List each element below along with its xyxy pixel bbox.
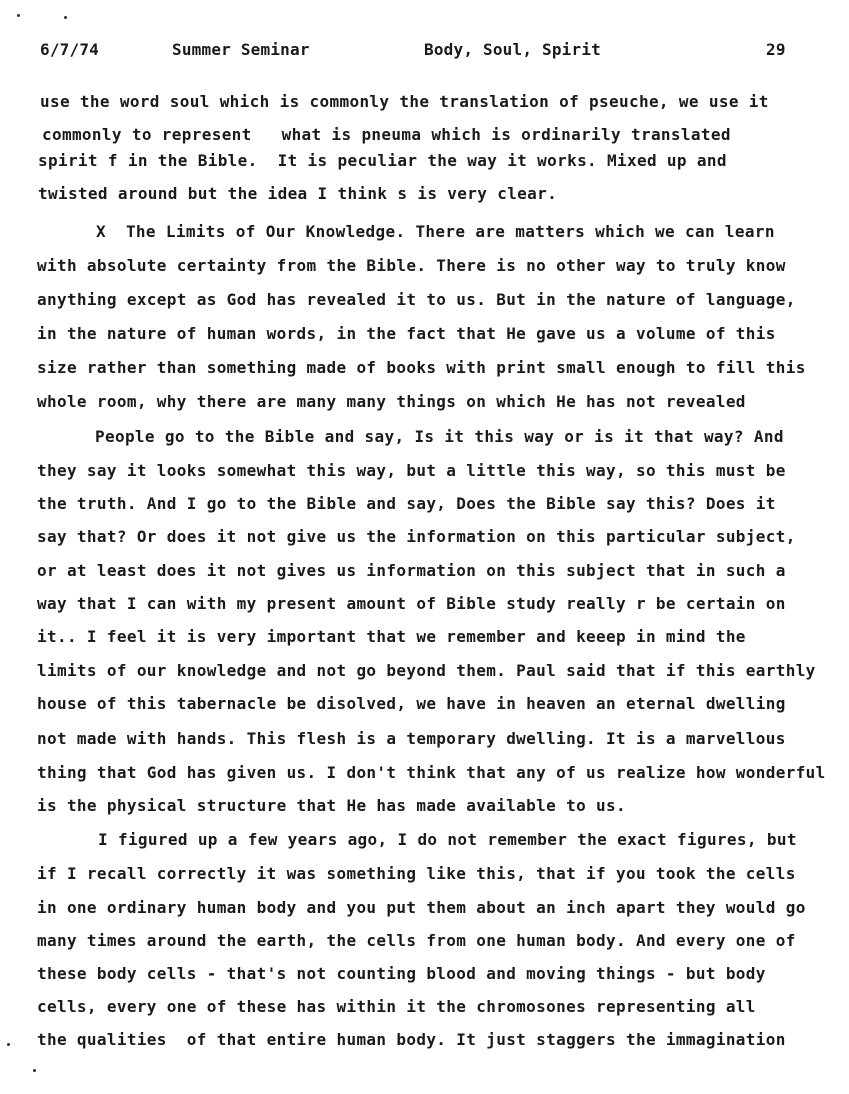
text-line: commonly to represent what is pneuma which is ordinarily translated [42,125,731,144]
paper-speck [7,1043,10,1046]
text-line: in one ordinary human body and you put them about an inch apart they would go [37,898,806,917]
text-line: they say it looks somewhat this way, but a little this way, so this must be [37,461,786,480]
text-line: with absolute certainty from the Bible. There is no other way to truly know [37,256,786,275]
text-line: People go to the Bible and say, Is it this way or is it that way? And [95,427,784,446]
text-line: thing that God has given us. I don't think that any of us realize how wonderful [37,763,826,782]
text-line: if I recall correctly it was something like this, that if you took the cells [37,864,796,883]
text-line: these body cells - that's not counting blood and moving things - but body [37,964,766,983]
text-line: way that I can with my present amount of Bible study really r be certain on [37,594,786,613]
text-line: whole room, why there are many many things on which He has not revealed [37,392,746,411]
text-line: use the word soul which is commonly the translation of pseuche, we use it [40,92,769,111]
text-line: anything except as God has revealed it to us. But in the nature of language, [37,290,796,309]
text-line: in the nature of human words, in the fact that He gave us a volume of this [37,324,776,343]
text-line: the qualities of that entire human body. It just staggers the immagination [37,1030,786,1049]
paper-speck [33,1069,36,1072]
text-line: house of this tabernacle be disolved, we have in heaven an eternal dwelling [37,694,786,713]
paper-speck [17,14,20,17]
text-line: spirit f in the Bible. It is peculiar the way it works. Mixed up and [38,151,727,170]
paper-speck [64,16,67,19]
text-line: is the physical structure that He has made available to us. [37,796,626,815]
text-line: I figured up a few years ago, I do not remember the exact figures, but [98,830,797,849]
text-line: cells, every one of these has within it the chromosones representing all [37,997,756,1016]
header-seminar-title: Summer Seminar [172,40,310,59]
header-topic: Body, Soul, Spirit [424,40,601,59]
page-header [0,40,849,64]
text-line: not made with hands. This flesh is a temporary dwelling. It is a marvellous [37,729,786,748]
text-line: X The Limits of Our Knowledge. There are matters which we can learn [96,222,775,241]
text-line: it.. I feel it is very important that we remember and keeep in mind the [37,627,746,646]
text-line: the truth. And I go to the Bible and say, Does the Bible say this? Does it [37,494,776,513]
text-line: size rather than something made of books with print small enough to fill this [37,358,806,377]
text-line: or at least does it not gives us information on this subject that in such a [37,561,786,580]
header-date: 6/7/74 [40,40,99,59]
text-line: many times around the earth, the cells from one human body. And every one of [37,931,796,950]
text-line: limits of our knowledge and not go beyond them. Paul said that if this earthly [37,661,816,680]
text-line: say that? Or does it not give us the information on this particular subject, [37,527,796,546]
page-number: 29 [766,40,786,59]
text-line: twisted around but the idea I think s is very clear. [38,184,558,203]
